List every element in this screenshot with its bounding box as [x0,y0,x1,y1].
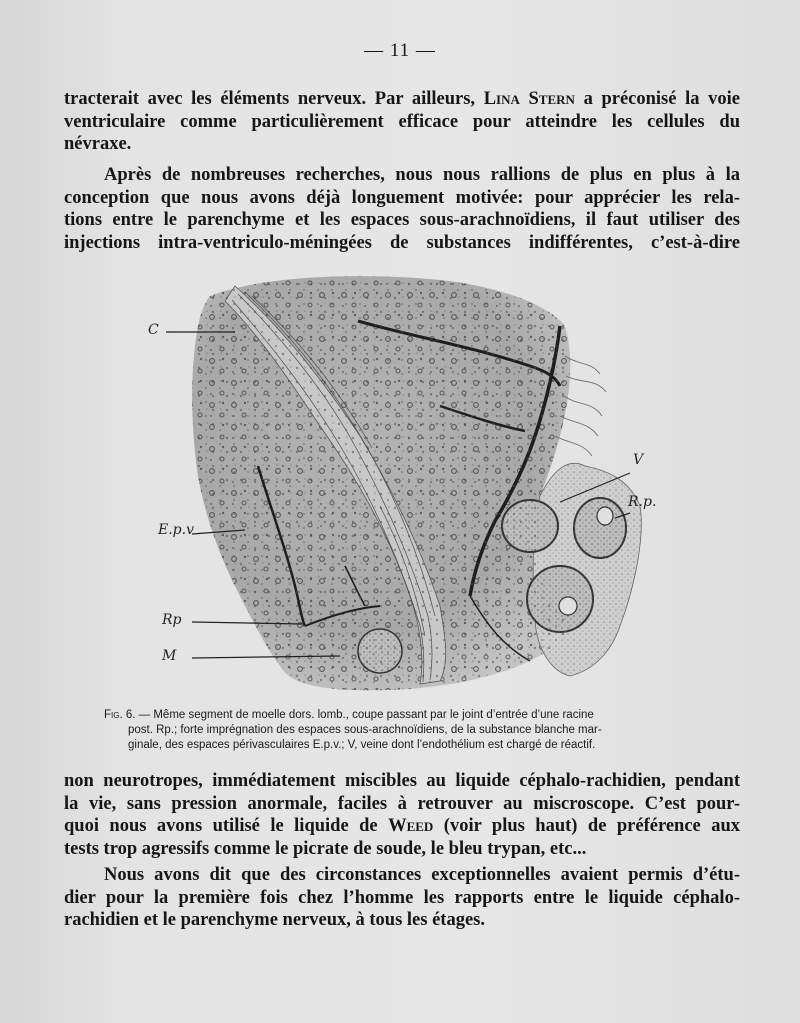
label-rp-left: Rp [162,612,182,628]
spinal-cord-section-drawing [140,266,670,696]
paragraph-2-line-4: injections intra-ventriculo-méningées de substances indifférentes, c’est-à-dire [64,232,740,253]
author-name: Lina Stern [483,89,575,109]
paragraph-4 [64,864,740,932]
paragraph-1-line-1: tracterait avec les éléments nerveux. Par ailleurs, Lina Stern a préconisé la voie [64,89,740,109]
paragraph-4-line-1: Nous avons dit que des circonstances exceptionnelles avaient permis d’étu- [104,865,740,885]
paragraph-4-line-3: rachidien et le parenchyme nerveux, à tous les étages. [64,910,485,930]
label-m: M [162,648,177,664]
weed-name: Weed [388,816,434,836]
caption-line-1: Fig. 6. — Même segment de moelle dors. lomb., coupe passant par le joint d’entrée d’une racine [104,709,594,721]
paragraph-4-line-2: dier pour la première fois chez l’homme les rapports entre le liquide céphalo- [64,887,740,908]
paragraph-1 [64,88,740,156]
paragraph-2-line-3: tions entre le parenchyme et les espaces sous-arachnoïdiens, il faut utiliser des [64,210,740,230]
paragraph-2-line-2: conception que nous avons déjà longuement motivée: pour apprécier les rela- [64,187,740,208]
paragraph-3-line-3: quoi nous avons utilisé le liquide de Weed (voir plus haut) de préférence aux [64,816,741,836]
paragraph-2-line-1: Après de nombreuses recherches, nous nous rallions de plus en plus à la [104,165,740,185]
caption-line-2: post. Rp.; forte imprégnation des espaces sous-arachnoïdiens, de la substance blanche mar- [128,724,602,736]
figure-number: Fig. 6. [104,709,136,721]
paragraph-3-line-4: tests trop agressifs comme le picrate de soude, le bleu trypan, etc... [64,838,587,859]
caption-line-3: ginale, des espaces périvasculaires E.p.v.; V, veine dont l’endothélium est chargé de réactif. [128,739,596,751]
figure-caption [104,708,700,753]
paragraph-3-line-2: la vie, sans pression anormale, faciles à retrouver au miscroscope. C’est pour- [64,793,740,814]
nuclei-stipple [192,276,570,690]
label-epv: E.p.v [158,522,194,538]
label-rp-right: R.p. [628,494,657,510]
label-v: V [633,452,644,468]
paragraph-1-line-2: ventriculaire comme particulièrement efficace pour atteindre les cellules du [64,111,740,132]
page-number: — 11 — [364,40,436,61]
label-c: C [148,322,159,338]
paragraph-1-line-3: névraxe. [64,134,132,154]
paragraph-3 [64,770,740,860]
paragraph-2 [64,164,740,254]
histology-figure [140,266,670,696]
paragraph-3-line-1: non neurotropes, immédiatement miscibles au liquide céphalo-rachidien, pendant [64,771,740,791]
